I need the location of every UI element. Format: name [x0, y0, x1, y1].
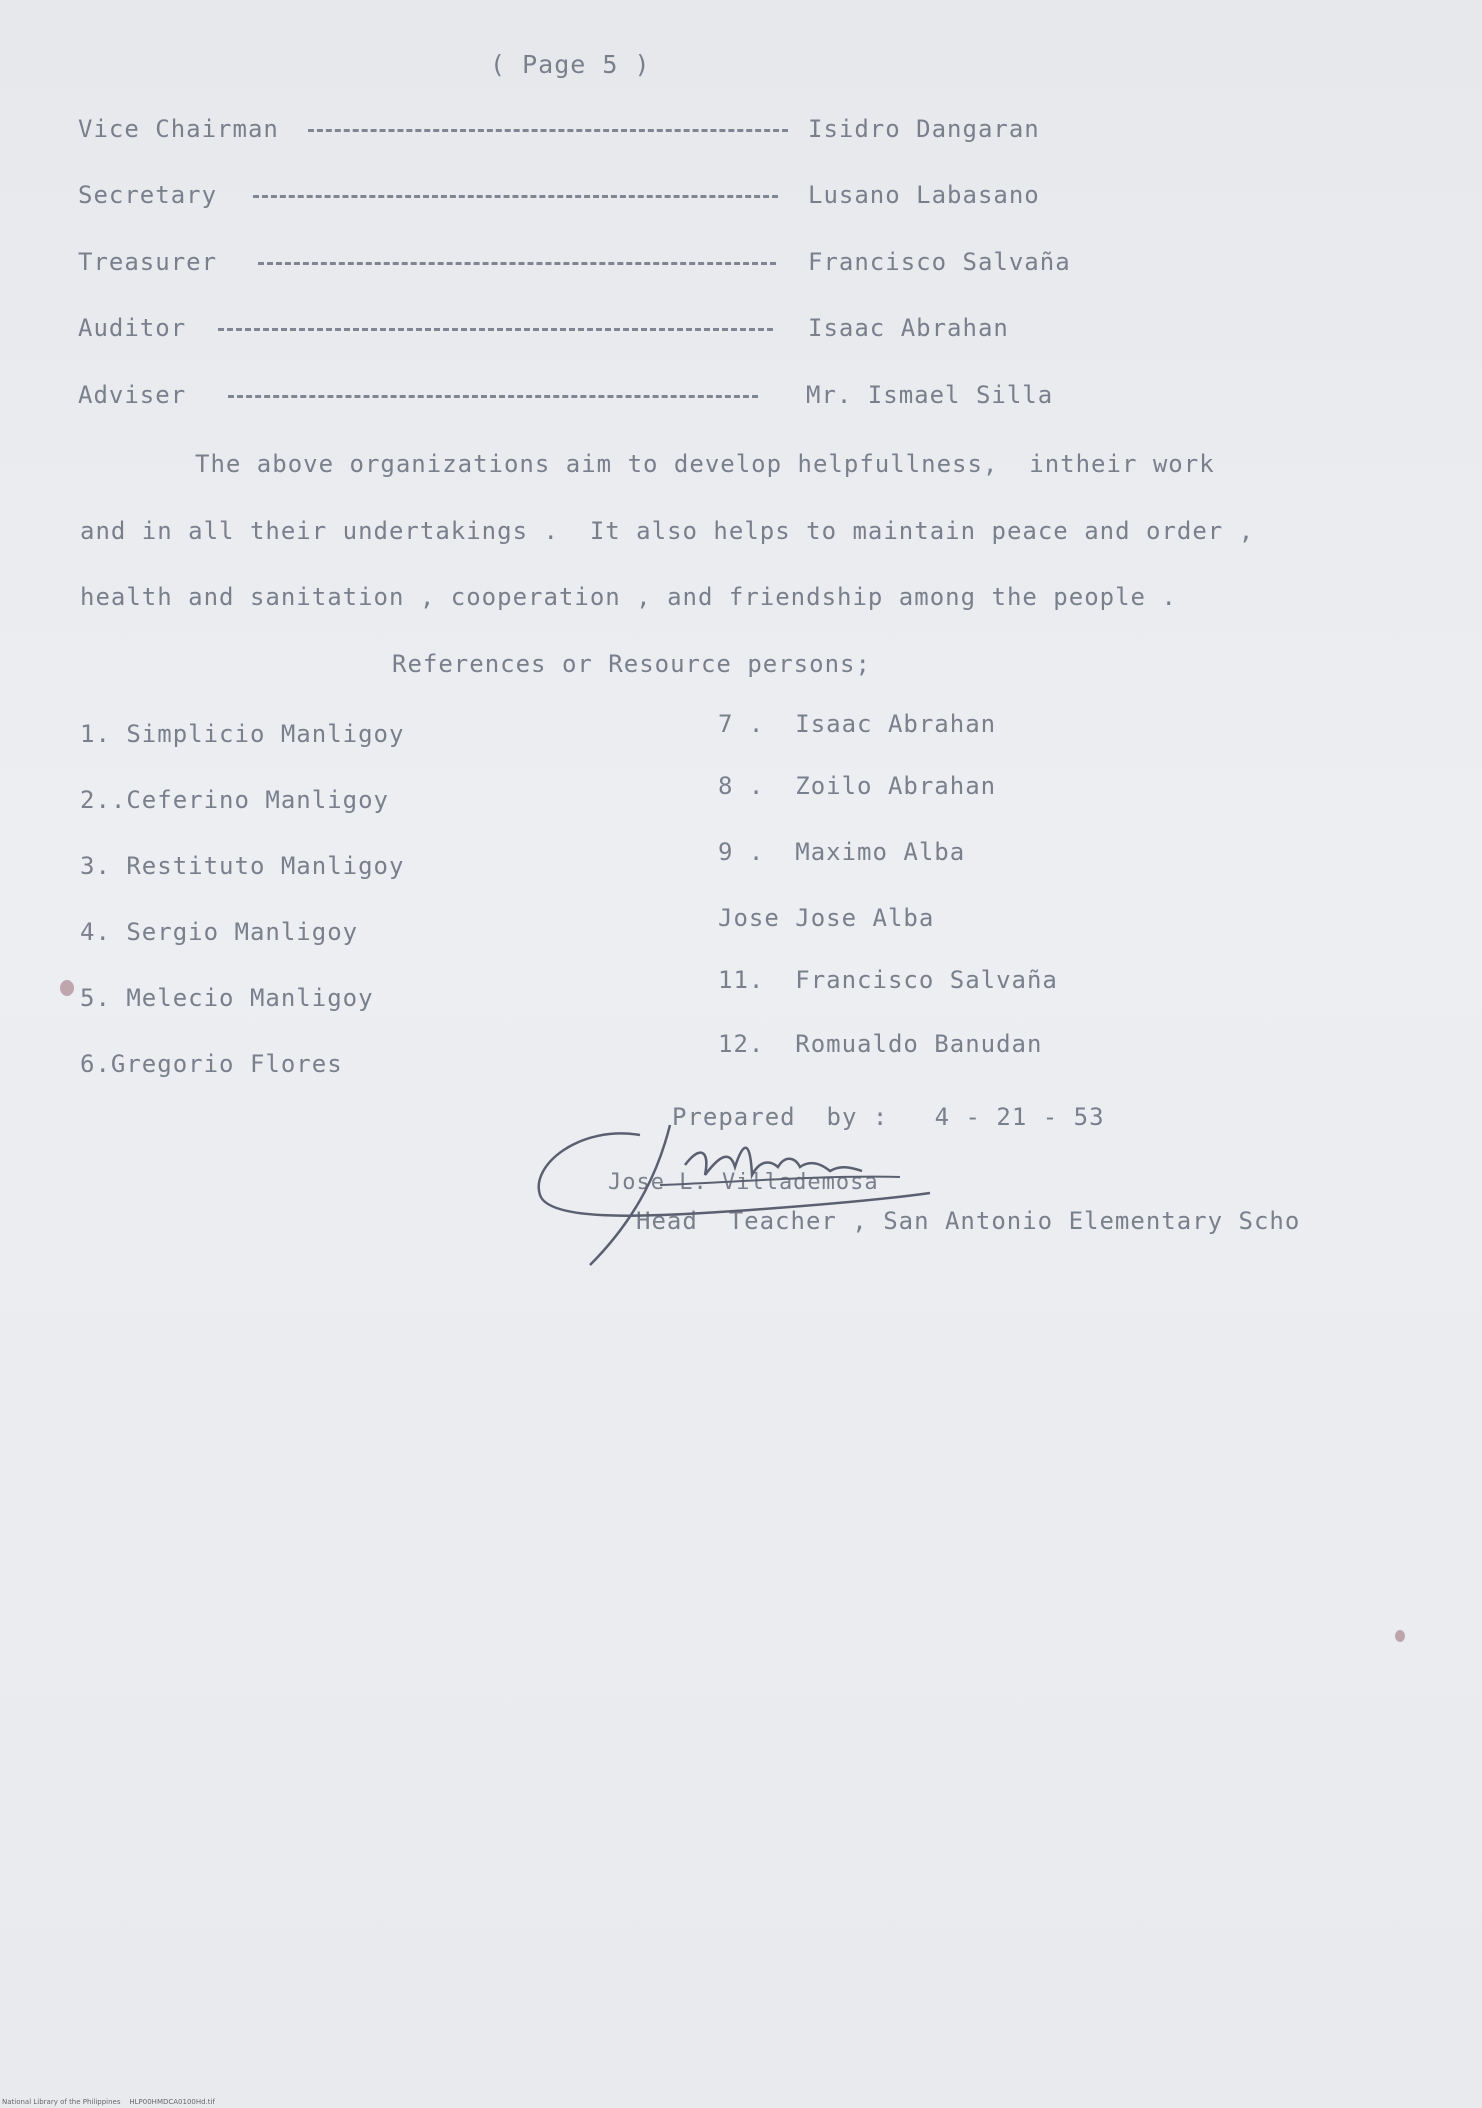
- reference-item: 2..Ceferino Manligoy: [80, 786, 389, 814]
- officer-row: [78, 314, 1078, 344]
- dash-leader: [228, 395, 758, 398]
- reference-item: 1. Simplicio Manligoy: [80, 720, 405, 748]
- reference-item: 4. Sergio Manligoy: [80, 918, 359, 946]
- paper-stain: [60, 980, 74, 996]
- officer-row: [78, 181, 1078, 211]
- officer-name: Francisco Salvaña: [808, 248, 1071, 276]
- officer-row: [78, 248, 1078, 278]
- officer-row: [78, 381, 1078, 411]
- officer-row: [78, 115, 1078, 145]
- reference-item: 6.Gregorio Flores: [80, 1050, 343, 1078]
- officer-name: Lusano Labasano: [808, 181, 1040, 209]
- dash-leader: [218, 328, 773, 331]
- officer-role: Secretary: [78, 181, 218, 209]
- paragraph-line: The above organizations aim to develop helpfullness, intheir work: [195, 450, 1215, 478]
- officer-role: Auditor: [78, 314, 187, 342]
- officer-name: Mr. Ismael Silla: [806, 381, 1054, 409]
- paper-stain: [1395, 1630, 1405, 1642]
- reference-item: 7 . Isaac Abrahan: [718, 710, 997, 738]
- dash-leader: [258, 262, 776, 265]
- officer-name: Isaac Abrahan: [808, 314, 1009, 342]
- preparer-name: Jose L. Villademosa: [608, 1170, 879, 1195]
- officer-name: Isidro Dangaran: [808, 115, 1040, 143]
- officer-role: Adviser: [78, 381, 187, 409]
- paragraph-line: and in all their undertakings . It also helps to maintain peace and order ,: [80, 517, 1255, 545]
- reference-item: 12. Romualdo Banudan: [718, 1030, 1043, 1058]
- reference-item: 5. Melecio Manligoy: [80, 984, 374, 1012]
- references-heading: References or Resource persons;: [392, 650, 871, 678]
- reference-item: 9 . Maximo Alba: [718, 838, 966, 866]
- dash-leader: [308, 129, 788, 132]
- reference-item: 3. Restituto Manligoy: [80, 852, 405, 880]
- reference-item: 8 . Zoilo Abrahan: [718, 772, 997, 800]
- signature-image: [520, 1105, 940, 1285]
- dash-leader: [253, 195, 778, 198]
- reference-item: 11. Francisco Salvaña: [718, 966, 1058, 994]
- preparer-title: Head Teacher , San Antonio Elementary Scho: [636, 1207, 1301, 1235]
- reference-item: Jose Jose Alba: [718, 904, 935, 932]
- officer-role: Vice Chairman: [78, 115, 279, 143]
- officer-role: Treasurer: [78, 248, 218, 276]
- page-number: ( Page 5 ): [490, 50, 651, 79]
- archive-footer: National Library of the Philippines HLP00HMDCA0100Hd.tif: [2, 2098, 215, 2106]
- prepared-by: Prepared by : 4 - 21 - 53: [672, 1103, 1105, 1131]
- paragraph-line: health and sanitation , cooperation , and friendship among the people .: [80, 583, 1177, 611]
